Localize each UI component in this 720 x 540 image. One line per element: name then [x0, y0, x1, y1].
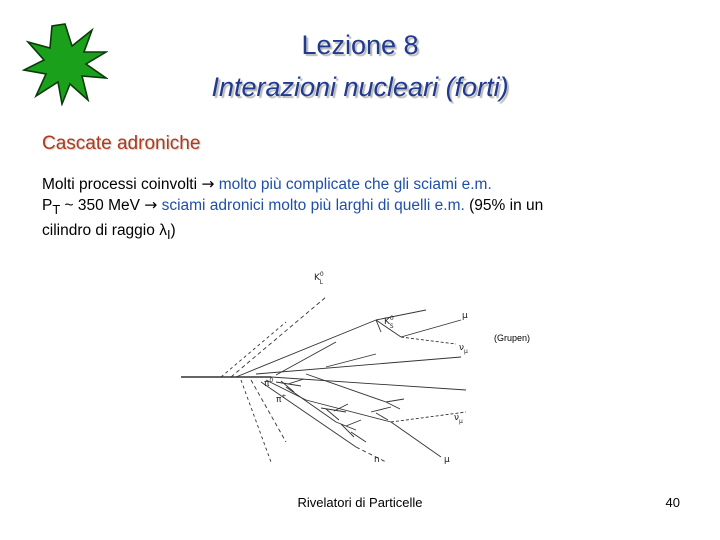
- body-line-1: [42, 174, 682, 195]
- label-numu-top: $\nu_\mu$: [459, 343, 468, 355]
- body-line-2: [42, 195, 682, 220]
- footer-text: Rivelatori di Particelle: [297, 495, 423, 510]
- line1-end: molto più complicate che gli sciami e.m.: [218, 176, 492, 193]
- right-arrow-icon: →: [144, 196, 158, 214]
- label-k0l: $K^0$ L: [314, 271, 324, 286]
- label-pi-plus: π+: [276, 393, 287, 405]
- line2-highlight: sciami adronici molto più larghi di quelli e.m.: [161, 197, 465, 214]
- line2-tail: (95% in un: [469, 197, 544, 214]
- hadronic-shower-figure: [176, 262, 476, 472]
- label-mu-top: μ: [462, 311, 468, 321]
- page-number: 40: [665, 495, 680, 510]
- body-text: [42, 174, 682, 245]
- body-line-3: [42, 220, 682, 245]
- label-n: n: [374, 455, 380, 465]
- line2-pt: P: [42, 197, 53, 214]
- line2-mid: ~ 350 MeV: [64, 197, 140, 214]
- line2-pt-sub: T: [52, 202, 61, 218]
- figure-credit: (Grupen): [494, 333, 531, 343]
- right-arrow-icon: →: [201, 175, 215, 193]
- line3-start: cilindro di raggio: [42, 222, 155, 240]
- label-pi0: $\pi^0$: [264, 377, 274, 389]
- label-k0s: $K^0$ S: [384, 315, 394, 330]
- lambda-sub: I: [166, 227, 171, 243]
- section-heading: Cascate adroniche: [42, 133, 201, 154]
- lambda-symbol: λ: [159, 222, 167, 240]
- line1-start: Molti processi coinvolti: [42, 176, 198, 193]
- label-numu-bottom: $\nu_\mu$: [454, 413, 463, 425]
- label-mu-bottom: μ: [444, 455, 450, 465]
- line3-end: ): [170, 222, 176, 240]
- slide-subtitle: Interazioni nucleari (forti): [211, 72, 509, 102]
- slide-title: Lezione 8: [301, 30, 419, 60]
